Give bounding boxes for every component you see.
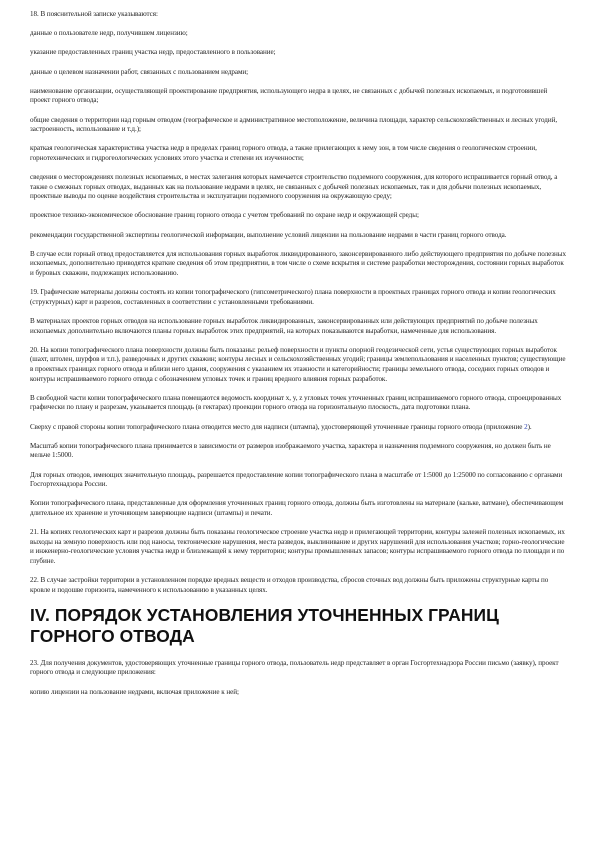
paragraph: данные о целевом назначении работ, связанных с пользованием недрами; bbox=[30, 67, 249, 76]
paragraph: указание предоставленных границ участка недр, предоставленного в пользование; bbox=[30, 48, 276, 57]
paragraph: проектное технико-экономическое обоснование границ горного отвода с учетом требований по охране недр и окружающей среды; bbox=[30, 211, 419, 220]
paragraph: Копии топографического плана, представленные для оформления уточненных границ горного отвода, должны быть изготовлены на материале (кальке, ватмане), обеспечивающем длительное их хранение и уточняющем заверяющие надписи (штампы) и печати. bbox=[30, 499, 564, 517]
paragraph: сведения о месторождениях полезных ископаемых, в местах залегания которых намечается строительство подземного сооружения, для которого испрашивается горный отвод, а также о смежных горных отводах, выданных как на пользование недрами в целях, не связанных с добычей полезных ископаемых, так и для добычи полезных ископаемых, проектные выводы по оценке воздействия строительства и эксплуатации подземного сооружения на окружающую среду; bbox=[30, 173, 558, 201]
paragraph: 22. В случае застройки территории в установленном порядке вредных веществ и отходов производства, сбросов сточных вод должны быть приложены структурные карты по кровле и подошве горизонта, намеченного к использованию в указанных целях. bbox=[30, 576, 549, 594]
paragraph: общие сведения о территории над горным отводом (географическое и административное местоположение, величина площади, характер сельскохозяйственных и лесных угодий, застроенность, использование и т.д.); bbox=[30, 115, 558, 134]
appendix-text-before: Сверху с правой стороны копии топографического плана отводится место для надписи (штампа), удостоверяющей уточненные границы горного отвода (приложение bbox=[30, 422, 525, 431]
paragraph: В материалах проектов горных отводов на использование горных выработок ликвидированных, законсервированных или действующих предприятий по добыче полезных ископаемых дополнительно включаются планы горных выработок этих предприятий, на которых показываются выработки, намеченные для использования. bbox=[30, 317, 538, 335]
appendix-text-after: ). bbox=[527, 422, 532, 431]
paragraphs-after bbox=[30, 659, 566, 697]
section-heading: IV. ПОРЯДОК УСТАНОВЛЕНИЯ УТОЧНЕННЫХ ГРАНИЦ ГОРНОГО ОТВОДА bbox=[30, 604, 499, 646]
appendix-link[interactable]: 2 bbox=[524, 422, 528, 431]
paragraph: данные о пользователе недр, получившем лицензию; bbox=[30, 29, 188, 38]
paragraph: В свободной части копии топографического плана помещаются ведомость координат x, y, z угловых точек уточненных границ испрашиваемого горного отвода, спроецированных графически по плану и разрезам, указывается площадь (в гектарах) проекции горного отвода на горизонтальную плоскость, дата подготовки плана. bbox=[30, 393, 562, 412]
paragraph: краткая геологическая характеристика участка недр в пределах границ горного отвода, а также прилегающих к нему зон, в том числе сведения о геологическом строении, горнотехнических и гидрогеологических условиях этого участка и степени их изученности; bbox=[30, 144, 537, 162]
paragraph: 18. В пояснительной записке указываются: bbox=[30, 10, 158, 18]
paragraph: рекомендации государственной экспертизы геологической информации, выполнение условий лицензии на пользование недрами в части границ горного отвода. bbox=[30, 230, 507, 239]
paragraph: 23. Для получения документов, удостоверяющих уточненные границы горного отвода, пользователь недр представляет в орган Госгортехнадзора России письмо (заявку), проект горного отвода и следующие приложения: bbox=[30, 658, 559, 677]
paragraph: Масштаб копии топографического плана принимается в зависимости от размеров изображаемого участка, характера и назначения подземного сооружения, но должен быть не мельче 1:5000. bbox=[30, 441, 551, 460]
paragraphs-before bbox=[30, 10, 566, 413]
paragraph: 20. На копии топографического плана поверхности должны быть показаны: рельеф поверхности и пункты опорной геодезической сети, устья существующих горных выработок (шахт, штолен, шурфов и т.п.), разведочных и других скважин; контуры лесных и сельскохозяйственных угодий; границы землепользования и населенных пунктов; существующие в проектных границах горного отвода и вблизи него здания, сооружения с указанием их этажности и категорийности; границы земельного отвода, соседних горных отводов и контуры испрашиваемого горного отвода с обозначением угловых точек и границ вредного влияния горных разработок. bbox=[30, 345, 566, 383]
paragraph: наименование организации, осуществляющей проектирование предприятия, использующего недра в целях, не связанных с добычей полезных ископаемых, и подготовившей проект горного отвода; bbox=[30, 86, 548, 105]
paragraph: 19. Графические материалы должны состоять из копии топографического (гипсометрического) плана поверхности в проектных границах горного отвода и копии геологических (структурных) карт и разрезов, составленных в соответствии с установленными требованиями. bbox=[30, 288, 556, 306]
paragraphs-middle bbox=[30, 442, 566, 596]
paragraph: 21. На копиях геологических карт и разрезов должны быть показаны геологическое строение участка недр и прилегающей территории, контуры залежей полезных ископаемых, их выходы на земную поверхность или под наносы, тектонические нарушения, места разведок, выклинивание и других нарушений для использования участков; горно-геологические и инженерно-геологические условия участка недр и близлежащей к нему территории; контуры промышленных запасов; контуры испрашиваемого горного отвода по площади и по глубине. bbox=[30, 528, 565, 565]
paragraph: копию лицензии на пользование недрами, включая приложение к ней; bbox=[30, 687, 239, 696]
paragraph: В случае если горный отвод предоставляется для использования горных выработок ликвидированного, законсервированного либо действующего предприятия по добыче полезных ископаемых, дополнительно приводятся краткие сведения об этом предприятии, в том числе о схеме вскрытия и системе разработки месторождения, состоянии горных выработок и буровых скважин, подлежащих использованию. bbox=[30, 249, 566, 278]
appendix-paragraph bbox=[30, 423, 566, 433]
document-page bbox=[30, 10, 566, 707]
paragraph: Для горных отводов, имеющих значительную площадь, разрешается предоставление копии топографического плана в масштабе от 1:5000 до 1:25000 по согласованию с органами Госгортехнадзора России. bbox=[30, 470, 563, 489]
